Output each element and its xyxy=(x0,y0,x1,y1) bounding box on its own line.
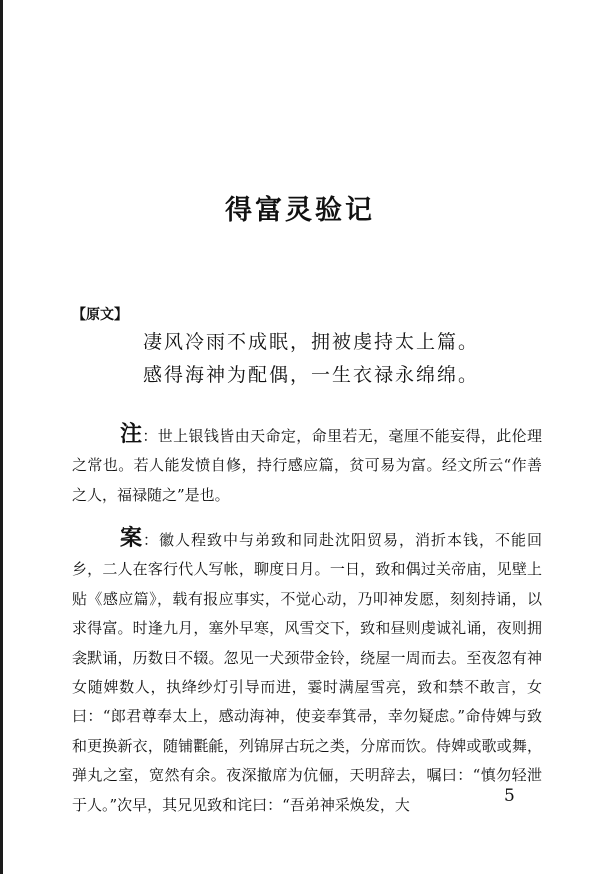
annotation-text: ：世上银钱皆由天命定，命里若无，毫厘不能妄得，此伦理之常也。若人能发愤自修，持行感应篇，贫可易为富。经文所云“作善之人，福禄随之”是也。 xyxy=(72,427,542,504)
case-paragraph xyxy=(72,524,542,820)
case-lead: 案 xyxy=(120,526,143,551)
page-left-edge xyxy=(0,0,3,874)
yuanwen-label: 【原文】 xyxy=(72,307,128,323)
chapter-title: 得富灵验记 xyxy=(225,195,375,226)
case-text: ：徽人程致中与弟致和同赴沈阳贸易，消折本钱，不能回乡，二人在客行代人写帐，聊度日月。一日，致和偶过关帝庙，见壁上贴《感应篇》，载有报应事实，不觉心动，乃叩神发愿，刻刻持诵，以求得富。时逢九月，塞外早寒，风雪交下，致和昼则虔诚礼诵，夜则拥衾默诵，历数日不辍。忽见一犬颈带金铃，绕屋一周而去。至夜忽有神女随婢数人，执绛纱灯引导而进，霎时满屋雪亮，致和禁不敢言，女曰：“郎君尊奉太上，感动海神，使妾奉箕帚，幸勿疑虑。”命侍婢与致和更换新衣，随铺氍毹，列锦屏古玩之类，分席而饮。侍婢或歌或舞，弹丸之室，宽然有余。夜深撤席为伉俪，天明辞去，嘱曰：“慎勿轻泄于人。”次早，其兄见致和诧曰：“吾弟神采焕发，大 xyxy=(72,531,542,814)
poem-line-2: 感得海神为配偶，一生衣禄永绵绵。 xyxy=(143,364,480,386)
poem-line-1: 凄风冷雨不成眠，拥被虔持太上篇。 xyxy=(143,331,480,353)
annotation-lead: 注 xyxy=(120,422,143,447)
annotation-paragraph xyxy=(72,420,542,510)
page-number: 5 xyxy=(504,786,515,806)
